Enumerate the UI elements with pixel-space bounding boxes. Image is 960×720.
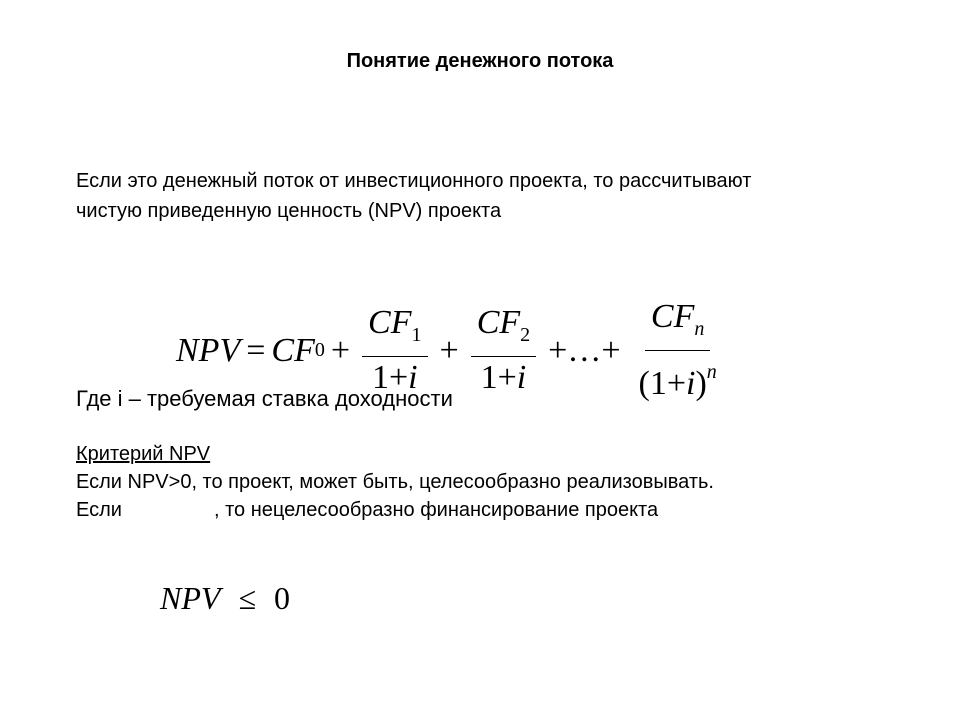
criterion-line-2-end: , то нецелесообразно финансирование проекта: [213, 499, 659, 521]
fraction-n-denominator: $(1+i)^n$: [638, 361, 717, 402]
slide-title: Понятие денежного потока: [346, 50, 614, 72]
condition-rhs: 0: [274, 580, 290, 616]
intro-line-1: Если это денежный поток от инвестиционного проекта, то рассчитывают: [76, 170, 752, 192]
fraction-n-numerator: $CF_n$: [645, 298, 710, 351]
fraction-2-numerator: $CF_2$: [471, 304, 536, 357]
intro-line-2: чистую приведенную ценность (NPV) проекта: [76, 200, 502, 222]
fraction-n: [633, 298, 723, 403]
condition-lhs: NPV: [160, 580, 221, 616]
formula-cf0: CF: [271, 331, 315, 369]
formula-equals: =: [246, 331, 266, 369]
criterion-line-2-start: Если: [76, 499, 122, 521]
formula-lhs: NPV: [176, 331, 241, 369]
npv-criterion: [76, 440, 936, 524]
condition-op: ≤: [238, 580, 256, 616]
criterion-line-2: [76, 496, 936, 524]
intro-text: [76, 166, 916, 226]
fraction-2: [471, 304, 536, 397]
fraction-2-denominator: 1+i: [480, 359, 527, 396]
fraction-1-denominator: 1+i: [371, 359, 418, 396]
rate-definition: Где i – требуемая ставка доходности: [76, 386, 453, 411]
formula-ellipsis: +…+: [548, 331, 621, 369]
npv-nonpositive-condition: [160, 580, 290, 617]
criterion-line-1: Если NPV>0, то проект, может быть, целесообразно реализовывать.: [76, 471, 714, 493]
formula-cf0-sub: 0: [314, 339, 325, 361]
criterion-heading: Критерий NPV: [76, 443, 211, 465]
fraction-1: [362, 304, 427, 397]
formula-plus-1: +: [330, 331, 351, 369]
fraction-1-numerator: $CF_1$: [362, 304, 427, 357]
formula-plus-2: +: [439, 331, 459, 369]
